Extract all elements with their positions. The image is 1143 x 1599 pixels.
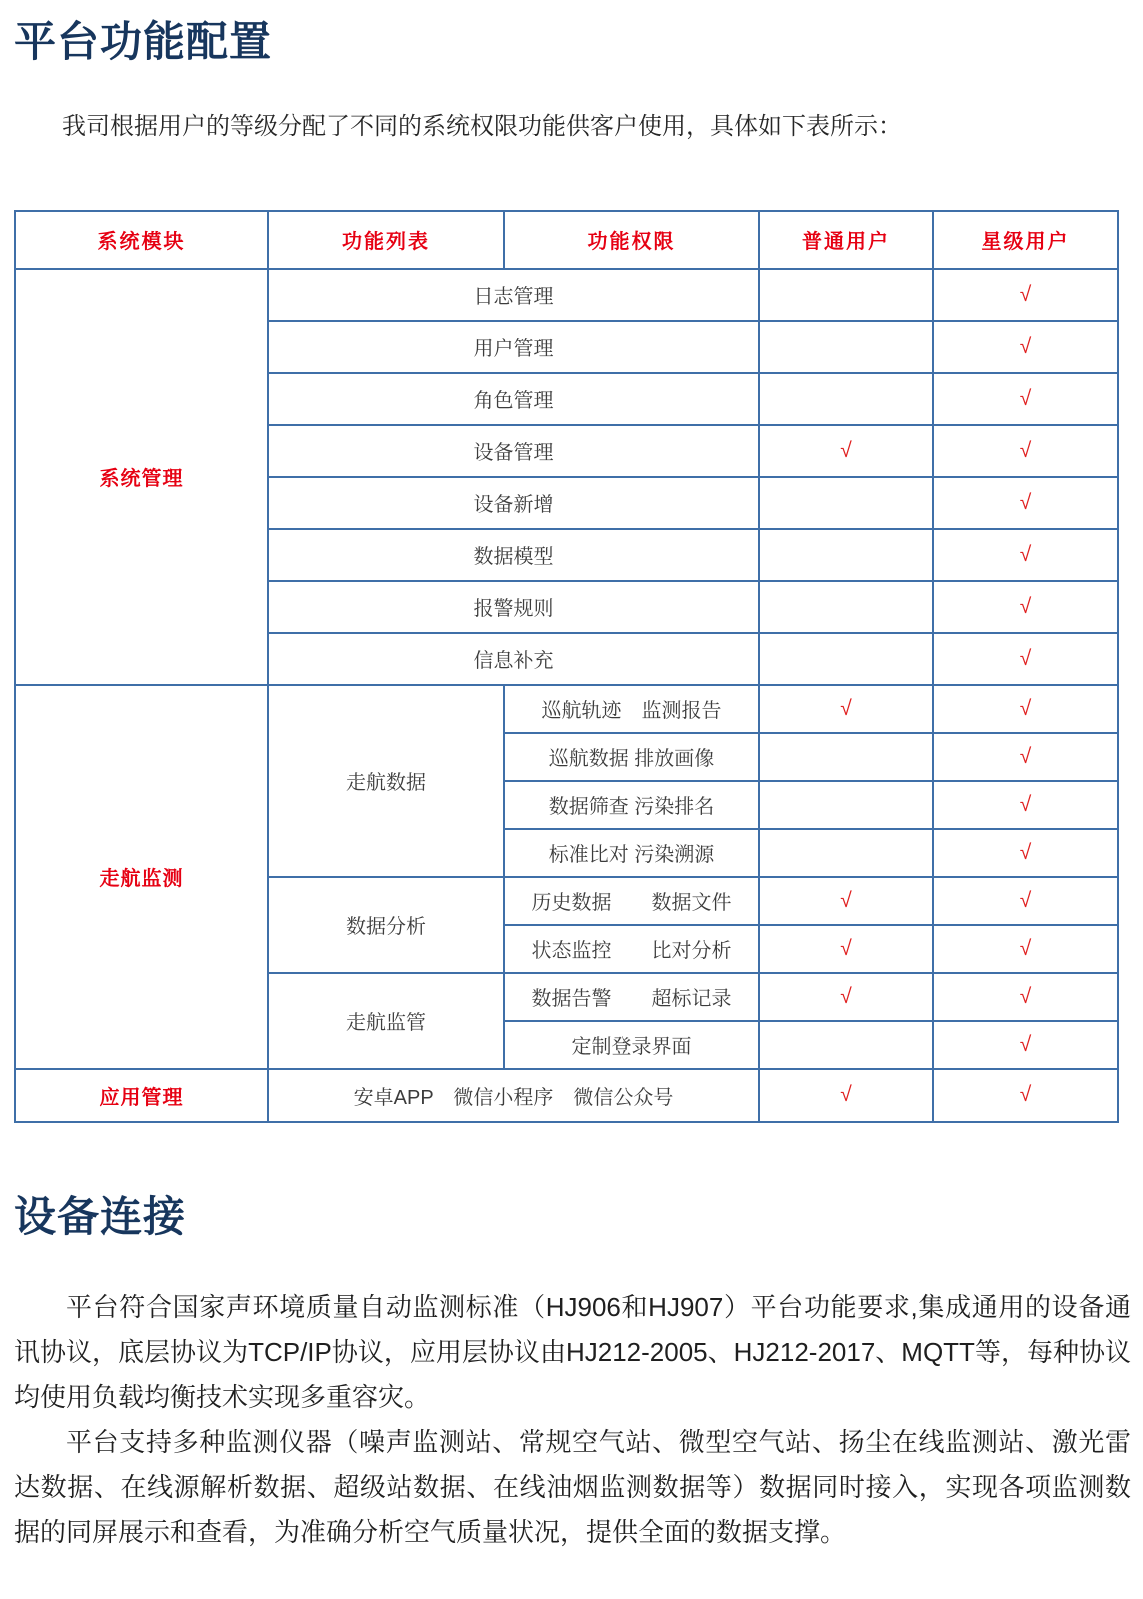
table-row <box>15 1069 1118 1122</box>
normal-user-cell-check: √ <box>759 925 933 973</box>
normal-user-cell-empty <box>759 1021 933 1069</box>
star-user-cell-check: √ <box>933 529 1118 581</box>
function-group-cell: 走航数据 <box>268 685 504 877</box>
normal-user-cell-check: √ <box>759 877 933 925</box>
normal-user-cell-empty <box>759 781 933 829</box>
permission-cell: 角色管理 <box>268 373 759 425</box>
star-user-cell-check: √ <box>933 781 1118 829</box>
star-user-cell-check: √ <box>933 1021 1118 1069</box>
permission-cell: 设备新增 <box>268 477 759 529</box>
normal-user-cell-empty <box>759 581 933 633</box>
star-user-cell-check: √ <box>933 829 1118 877</box>
permission-cell: 历史数据 数据文件 <box>504 877 759 925</box>
star-user-cell-check: √ <box>933 877 1118 925</box>
column-header: 系统模块 <box>15 211 268 269</box>
permissions-table <box>14 210 1119 1123</box>
permission-cell: 报警规则 <box>268 581 759 633</box>
table-row <box>15 269 1118 321</box>
star-user-cell-check: √ <box>933 733 1118 781</box>
star-user-cell-check: √ <box>933 685 1118 733</box>
function-group-cell: 走航监管 <box>268 973 504 1069</box>
star-user-cell-check: √ <box>933 373 1118 425</box>
normal-user-cell-empty <box>759 733 933 781</box>
normal-user-cell-check: √ <box>759 973 933 1021</box>
permission-cell: 定制登录界面 <box>504 1021 759 1069</box>
section-title-device-connection: 设备连接 <box>14 1192 187 1240</box>
column-header: 功能权限 <box>504 211 759 269</box>
normal-user-cell-empty <box>759 321 933 373</box>
device-connection-paragraph-1: 平台符合国家声环境质量自动监测标准（HJ906和HJ907）平台功能要求,集成通用的设备通讯协议，底层协议为TCP/IP协议，应用层协议由HJ212-2005、HJ212-2017、MQTT等，每种协议均使用负载均衡技术实现多重容灾。 <box>14 1292 1131 1413</box>
normal-user-cell-empty <box>759 269 933 321</box>
permission-cell: 信息补充 <box>268 633 759 685</box>
star-user-cell-check: √ <box>933 581 1118 633</box>
permission-cell: 数据模型 <box>268 529 759 581</box>
permission-cell: 数据筛查 污染排名 <box>504 781 759 829</box>
module-cell: 系统管理 <box>15 269 268 685</box>
star-user-cell-check: √ <box>933 269 1118 321</box>
star-user-cell-check: √ <box>933 425 1118 477</box>
star-user-cell-check: √ <box>933 321 1118 373</box>
normal-user-cell-empty <box>759 829 933 877</box>
permission-cell: 日志管理 <box>268 269 759 321</box>
star-user-cell-check: √ <box>933 973 1118 1021</box>
star-user-cell-check: √ <box>933 1069 1118 1122</box>
permission-cell: 状态监控 比对分析 <box>504 925 759 973</box>
permission-cell: 巡航轨迹 监测报告 <box>504 685 759 733</box>
intro-paragraph: 我司根据用户的等级分配了不同的系统权限功能供客户使用，具体如下表所示： <box>62 113 902 141</box>
table-header-row <box>15 211 1118 269</box>
star-user-cell-check: √ <box>933 477 1118 529</box>
column-header: 普通用户 <box>759 211 933 269</box>
normal-user-cell-check: √ <box>759 1069 933 1122</box>
module-cell: 走航监测 <box>15 685 268 1069</box>
normal-user-cell-check: √ <box>759 685 933 733</box>
device-connection-paragraph-2: 平台支持多种监测仪器（噪声监测站、常规空气站、微型空气站、扬尘在线监测站、激光雷达数据、在线源解析数据、超级站数据、在线油烟监测数据等）数据同时接入，实现各项监测数据的同屏展示和查看，为准确分析空气质量状况，提供全面的数据支撑。 <box>14 1427 1131 1548</box>
permission-cell: 安卓APP 微信小程序 微信公众号 <box>268 1069 759 1122</box>
normal-user-cell-check: √ <box>759 425 933 477</box>
function-group-cell: 数据分析 <box>268 877 504 973</box>
module-cell: 应用管理 <box>15 1069 268 1122</box>
normal-user-cell-empty <box>759 529 933 581</box>
table-row <box>15 685 1118 733</box>
normal-user-cell-empty <box>759 477 933 529</box>
star-user-cell-check: √ <box>933 633 1118 685</box>
normal-user-cell-empty <box>759 633 933 685</box>
permission-cell: 设备管理 <box>268 425 759 477</box>
permission-cell: 用户管理 <box>268 321 759 373</box>
column-header: 星级用户 <box>933 211 1118 269</box>
column-header: 功能列表 <box>268 211 504 269</box>
star-user-cell-check: √ <box>933 925 1118 973</box>
permission-cell: 数据告警 超标记录 <box>504 973 759 1021</box>
permission-cell: 巡航数据 排放画像 <box>504 733 759 781</box>
permission-cell: 标准比对 污染溯源 <box>504 829 759 877</box>
normal-user-cell-empty <box>759 373 933 425</box>
page-title: 平台功能配置 <box>14 18 273 65</box>
